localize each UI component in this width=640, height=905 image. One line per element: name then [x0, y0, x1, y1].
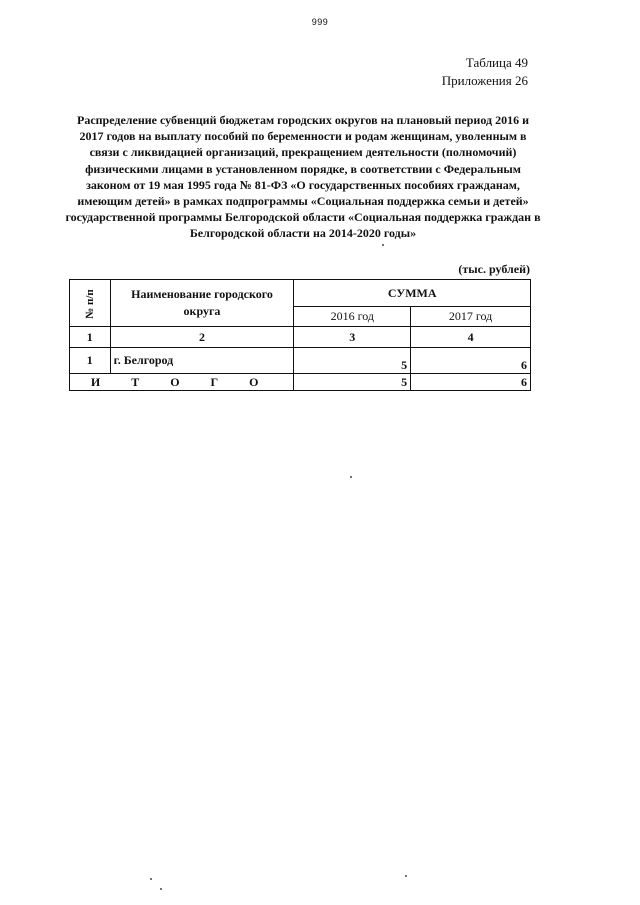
table-reference	[442, 54, 528, 90]
row-number: 1	[70, 348, 111, 374]
scan-speck	[160, 888, 162, 890]
header-row	[70, 280, 531, 307]
scan-speck	[382, 244, 384, 246]
total-value-2017: 6	[411, 374, 531, 391]
header-number	[70, 280, 111, 327]
header-number-label: № п/п	[83, 288, 96, 319]
column-number-1: 1	[70, 327, 111, 348]
column-number-4: 4	[411, 327, 531, 348]
total-label: И Т О Г О	[70, 374, 294, 391]
row-value-2016: 5	[294, 348, 411, 374]
header-year-2016: 2016 год	[294, 307, 411, 327]
total-value-2016: 5	[294, 374, 411, 391]
row-district-name: г. Белгород	[110, 348, 294, 374]
subvention-table	[69, 279, 531, 391]
units-label: (тыс. рублей)	[458, 262, 530, 276]
scan-speck	[150, 878, 152, 880]
appendix-number: Приложения 26	[441, 73, 528, 88]
scan-speck	[405, 875, 407, 877]
page-number: 999	[311, 17, 329, 27]
header-sum: СУММА	[294, 280, 531, 307]
document-title: Распределение субвенций бюджетам городских округов на плановый период 2016 и 2017 годов на выплату пособий по беременности и родам женщинам, уволенным в связи с ликвидацией организаций, прекращением деятельности (полномочий) физическими лицами в установленном порядке, в соответствии с Федеральным законом от 19 мая 1995 года № 81-ФЗ «О государственных пособиях гражданам, имеющим детей» в рамках подпрограммы «Социальная поддержка семьи и детей» государственной программы Белгородской области «Социальная поддержка граждан в Белгородской области на 2014-2020 годы»	[65, 113, 541, 241]
header-year-2017: 2017 год	[411, 307, 531, 327]
row-value-2017: 6	[411, 348, 531, 374]
table-number: Таблица 49	[465, 55, 528, 70]
column-number-2: 2	[110, 327, 294, 348]
total-row	[70, 374, 531, 391]
scan-speck	[350, 476, 352, 478]
column-number-row	[70, 327, 531, 348]
table-row	[70, 348, 531, 374]
column-number-3: 3	[294, 327, 411, 348]
header-name: Наименование городского округа	[110, 280, 294, 327]
